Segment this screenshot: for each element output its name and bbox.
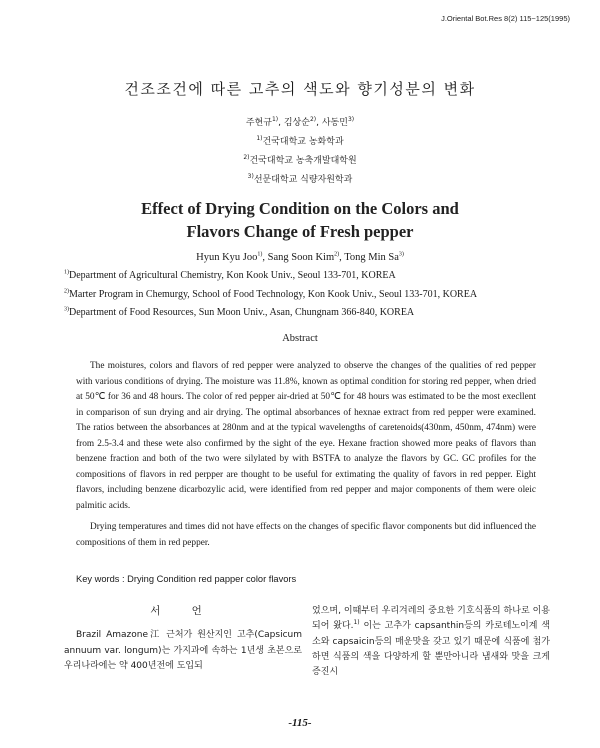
korean-authors: 주현규$^{1)}$, 김상순$^{2)}$, 사동민$^{3)}$ [245, 116, 355, 128]
korean-author-3: 사동민 [321, 118, 348, 128]
affiliation-marker: 1) [256, 135, 263, 142]
english-affiliation-1 [64, 267, 584, 286]
intro-right-part-a: 었으며, 이때부터 우리겨레의 중요한 기호식품의 하나로 이용되어 왔다. [312, 606, 550, 632]
english-author-1: Hyun Kyu Joo [196, 252, 258, 263]
affiliation-text: Department of Agricultural Chemistry, Kon Kook Univ., Seoul 133-701, KOREA [69, 270, 396, 281]
english-authors: Hyun Kyu Joo$^{1)}$, Sang Soon Kim$^{2)}$, Tong Min Sa$^{3)}$ [196, 251, 404, 263]
affiliation-marker: 3) [247, 173, 254, 180]
intro-right-part-b: 이는 고추가 capsanthin등의 카로테노이계 색소와 capsaicin등의 매운맛을 갖고 있기 때문에 식품에 첨가하면 식품의 색을 다양하게 할 뿐만아니라 냄새와 맛을 크게 증진시 [312, 621, 551, 678]
abstract-body [76, 359, 536, 551]
affiliation-text: Department of Food Resources, Sun Moon Univ., Asan, Chungnam 366-840, KOREA [69, 307, 415, 319]
english-author-3: Tong Min Sa [344, 252, 399, 263]
affiliation-text: Marter Program in Chemurgy, School of Food Technology, Kon Kook Univ., Seoul 133-701, KOREA [69, 288, 478, 300]
affiliation-marker: 3) [347, 116, 355, 123]
abstract-paragraph-1: The moistures, colors and flavors of red pepper were analyzed to observe the changes of the qualities of red pepper with various conditions of drying. The moisture was 11.8%, known as optimal condition for storing red pepper, when dried at 50℃ for 36 and 48 hours. The color of red pepper air-dried at 50℃ for 48 hours was estimated to be the most execllent in comparison of sun drying and air drying. The optimal absorbances of hexnae extract from red pepper were examined. The ratios between the absorbances at 280nm and at the typical wavelengths of caretenoids(430nm, 450nm, 474nm) were from 2.5-3.4 and these wete also confirmed by the sight of the eye. Hexane fraction showed more peaks of flavors than benzene fraction and both of the two were silylated by with BSTFA to analyze the flavors by GC. GC profiles for the compositions of flavors in red perpper are thought to be useful for extimating the quality of favors in red pepper. Eight flavors, including benzene dicarbozylic acid, were identified from red pepper and major components of them were oleic palmitic acids. [76, 361, 536, 511]
affiliation-text: 건국대학교 농화학과 [262, 137, 344, 147]
english-title-line-2: Flavors Change of Fresh pepper [186, 222, 414, 241]
abstract-paragraph-2: Drying temperatures and times did not have effects on the changes of specific flavor components but did influenced the compositions of them in red pepper. [76, 522, 536, 548]
korean-author-1: 주현규 [245, 118, 272, 128]
affiliation-text: 선문대학교 식량자원학과 [253, 175, 353, 185]
english-affiliation-3 [64, 304, 584, 323]
korean-affiliation-2 [0, 152, 600, 171]
journal-reference: J.Oriental Bot.Res 8(2) 115~125(1995) [441, 14, 570, 23]
keywords: Key words : Drying Condition red papper color flavors [76, 574, 297, 584]
english-affiliation-2 [64, 286, 584, 305]
affiliation-marker: 2) [334, 251, 340, 258]
english-title [0, 197, 600, 243]
affiliation-marker: 3) [398, 251, 404, 258]
introduction-text-left: Brazil Amazone江 근처가 원산지인 고추(Capsicum annuum var. longum)는 가지과에 속하는 1년생 초본으로 우리나라에는 약 400년전에 도입되 [64, 630, 302, 671]
affiliation-marker: 1) [271, 116, 279, 123]
korean-title: 건조조건에 따른 고추의 색도와 향기성분의 변화 [124, 80, 476, 98]
affiliation-marker: 1) [64, 269, 69, 276]
english-title-line-1: Effect of Drying Condition on the Colors and [141, 199, 459, 218]
page-number: -115- [288, 717, 312, 729]
korean-author-2: 김상순 [283, 118, 310, 128]
korean-affiliation-1 [0, 133, 600, 152]
affiliation-marker: 2) [64, 288, 69, 295]
affiliation-text: 건국대학교 농축개발대학원 [249, 156, 357, 166]
affiliation-marker: 1) [257, 251, 263, 258]
english-affiliations [64, 267, 584, 323]
abstract-heading: Abstract [282, 333, 318, 344]
introduction-text-right [312, 604, 550, 680]
body-column-right [312, 604, 550, 680]
body-column-left [64, 604, 302, 674]
affiliation-marker: 3) [64, 306, 69, 313]
korean-author-block [0, 114, 600, 190]
korean-affiliation-3 [0, 171, 600, 190]
english-author-2: Sang Soon Kim [267, 252, 335, 263]
affiliation-marker: 2) [309, 116, 317, 123]
affiliation-marker: 2) [243, 154, 250, 161]
citation-marker: 1) [353, 619, 360, 627]
introduction-heading: 서 언 [150, 605, 216, 617]
